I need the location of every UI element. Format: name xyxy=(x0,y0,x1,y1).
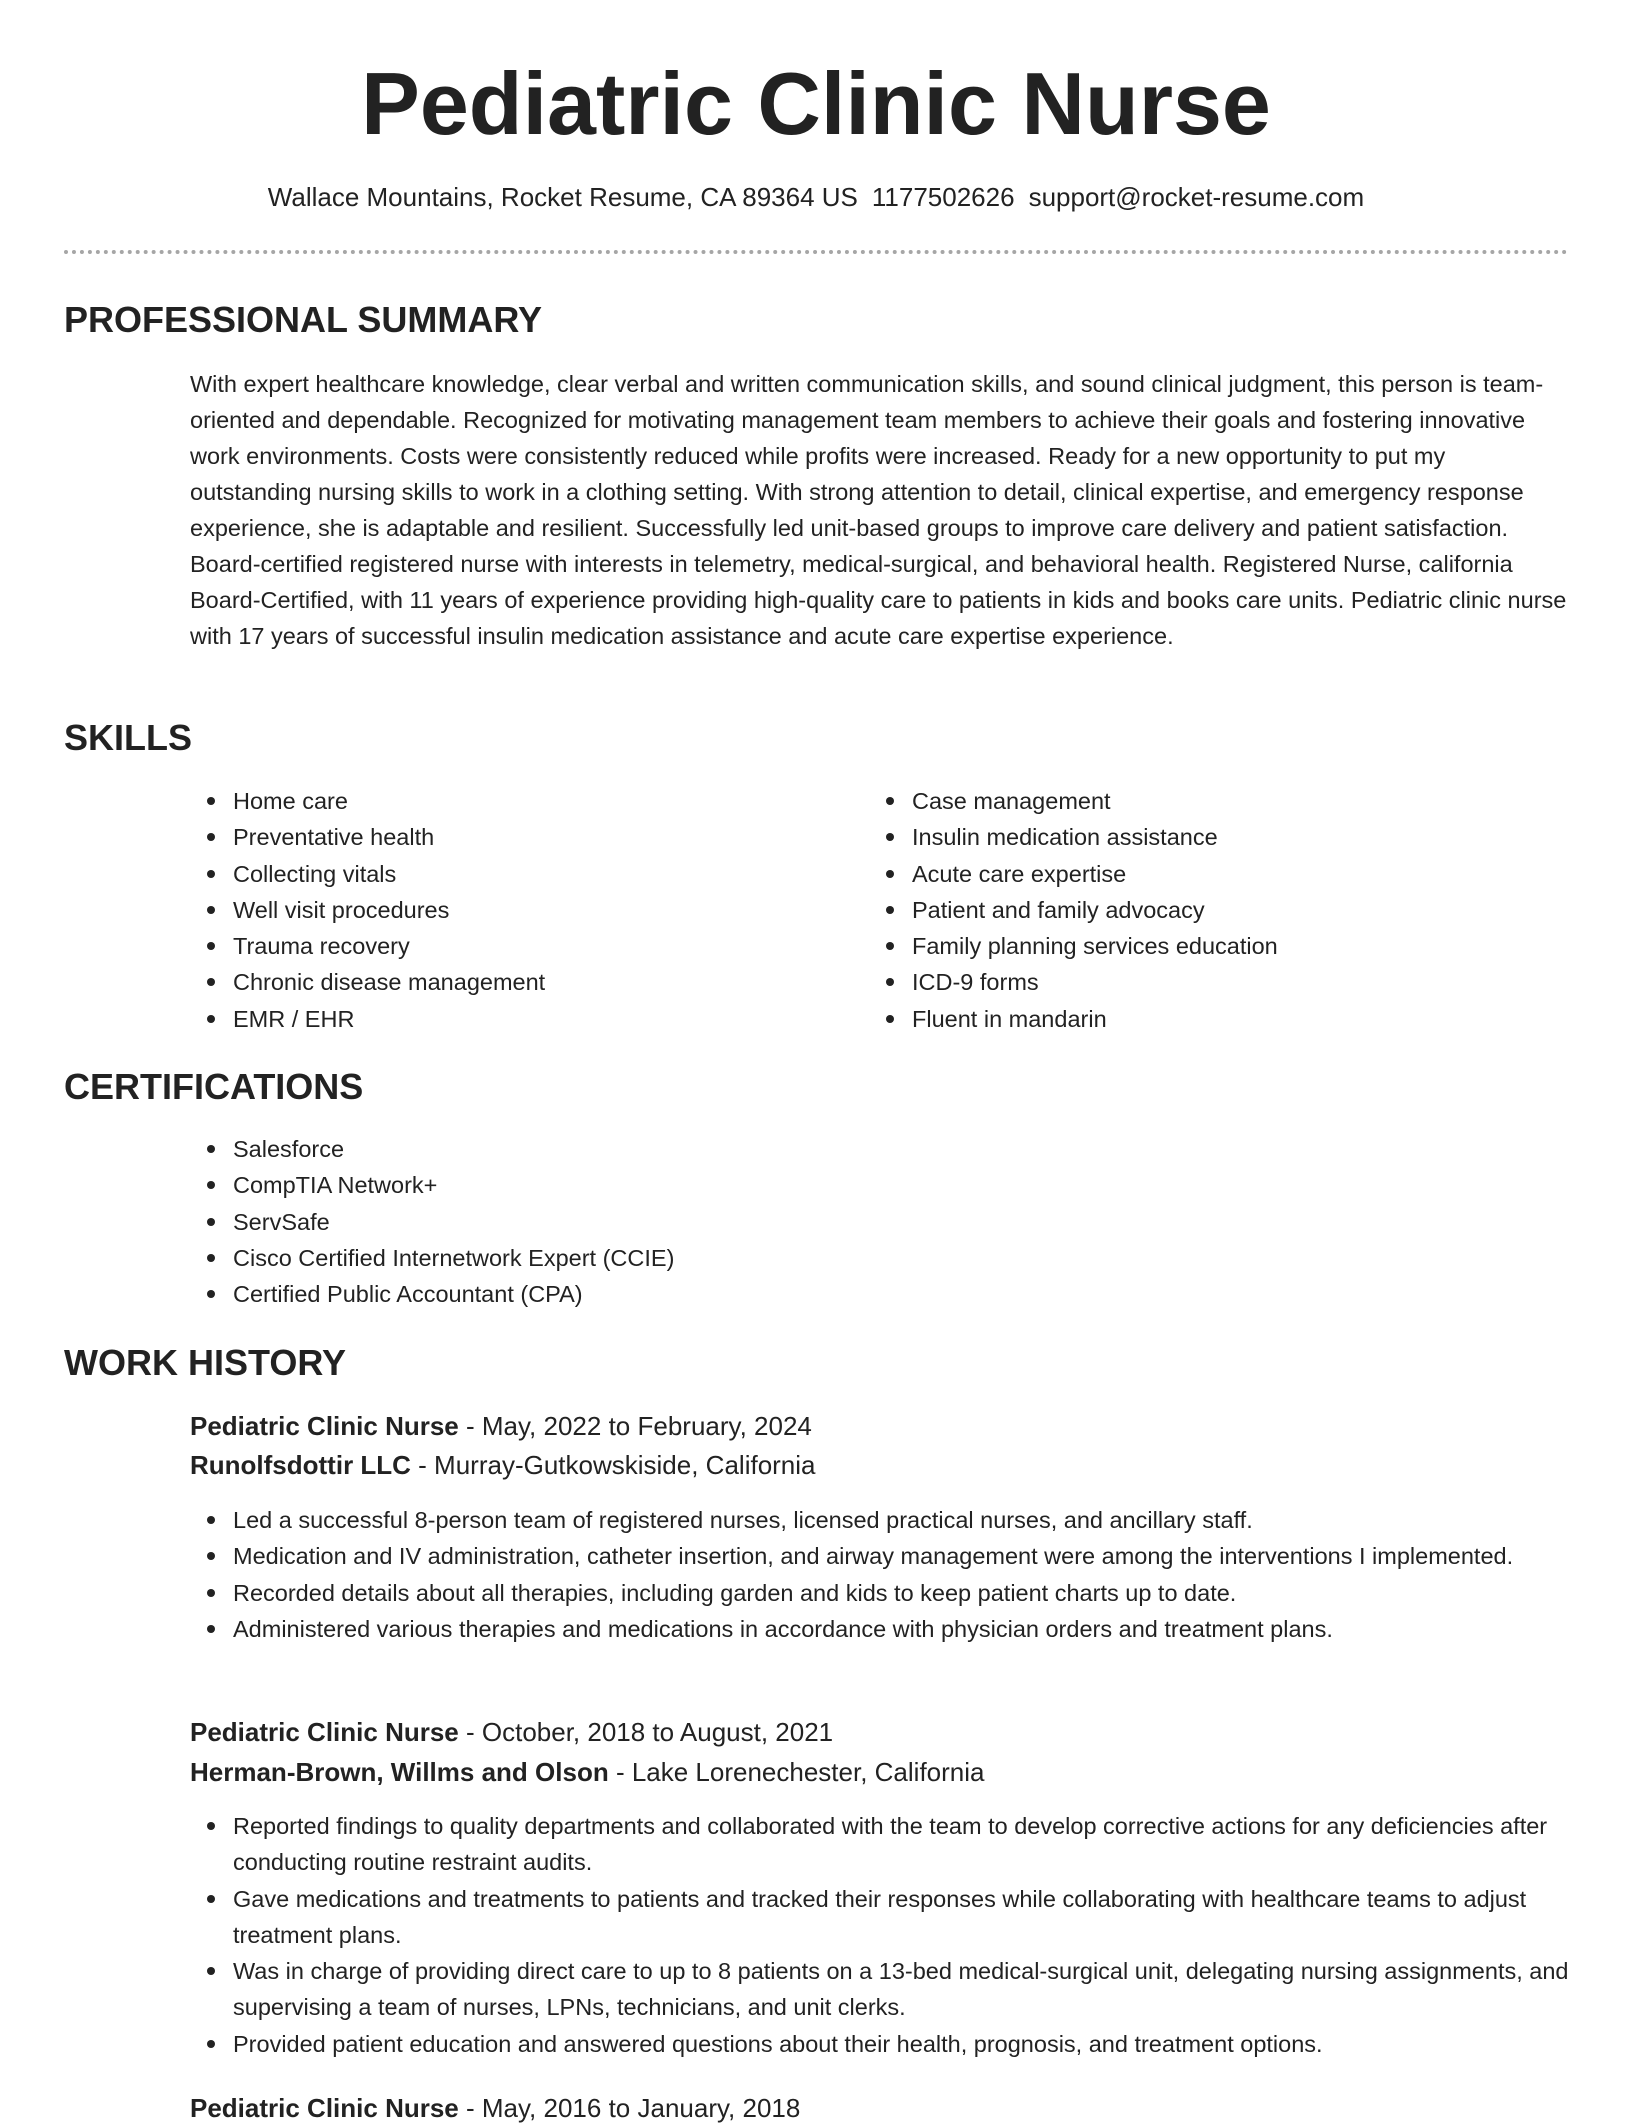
skills-list-right xyxy=(869,783,1562,1037)
skill-item: Trauma recovery xyxy=(233,928,833,964)
job-company-line xyxy=(190,1447,816,1483)
certification-item: ServSafe xyxy=(233,1204,1533,1240)
job-bullet: Medication and IV administration, catheter insertion, and airway management were among the interventions I implemented. xyxy=(233,1538,1613,1574)
job-bullets xyxy=(190,1808,1613,2062)
job-bullet: Led a successful 8-person team of registered nurses, licensed practical nurses, and ancillary staff. xyxy=(233,1502,1613,1538)
job-bullet: Was in charge of providing direct care to up to 8 patients on a 13-bed medical-surgical unit, delegating nursing assignments, and supervising a team of nurses, LPNs, technicians, and unit clerks. xyxy=(233,1953,1613,2026)
skill-item: Patient and family advocacy xyxy=(912,892,1562,928)
skills-list-left xyxy=(190,783,833,1037)
job-title-line xyxy=(190,1408,812,1444)
job-bullet: Reported findings to quality departments and collaborated with the team to develop corrective actions for any deficiencies after conducting routine restraint audits. xyxy=(233,1808,1613,1881)
skill-item: EMR / EHR xyxy=(233,1001,833,1037)
skill-item: Fluent in mandarin xyxy=(912,1001,1562,1037)
skill-item: ICD-9 forms xyxy=(912,964,1562,1000)
job-dates: - May, 2016 to January, 2018 xyxy=(458,2093,801,2123)
contact-phone: 1177502626 xyxy=(871,182,1015,212)
skill-item: Well visit procedures xyxy=(233,892,833,928)
job-title: Pediatric Clinic Nurse xyxy=(190,2093,459,2123)
skill-item: Collecting vitals xyxy=(233,856,833,892)
job-company-line xyxy=(190,1754,985,1790)
skill-item: Home care xyxy=(233,783,833,819)
certification-item: Cisco Certified Internetwork Expert (CCIE) xyxy=(233,1240,1533,1276)
work-history-heading: WORK HISTORY xyxy=(64,1342,347,1383)
job-title-line xyxy=(190,1714,833,1750)
certifications-list xyxy=(190,1131,1533,1312)
job-bullet: Recorded details about all therapies, including garden and kids to keep patient charts up to date. xyxy=(233,1575,1613,1611)
job-bullets xyxy=(190,1502,1613,1647)
contact-address: Wallace Mountains, Rocket Resume, CA 89364 US xyxy=(267,182,858,212)
header-divider xyxy=(64,250,1568,254)
job-location: - Murray-Gutkowskiside, California xyxy=(410,1450,816,1480)
certification-item: Certified Public Accountant (CPA) xyxy=(233,1276,1533,1312)
skill-item: Family planning services education xyxy=(912,928,1562,964)
skill-item: Case management xyxy=(912,783,1562,819)
job-bullet: Gave medications and treatments to patients and tracked their responses while collaborating with healthcare teams to adjust treatment plans. xyxy=(233,1881,1613,1954)
job-title-line xyxy=(190,2090,800,2126)
certification-item: Salesforce xyxy=(233,1131,1533,1167)
job-title: Pediatric Clinic Nurse xyxy=(190,1411,459,1441)
job-location: - Lake Lorenechester, California xyxy=(608,1757,985,1787)
skill-item: Preventative health xyxy=(233,819,833,855)
skill-item: Chronic disease management xyxy=(233,964,833,1000)
job-company: Runolfsdottir LLC xyxy=(190,1450,411,1480)
resume-name: Pediatric Clinic Nurse xyxy=(361,54,1271,153)
job-company: Herman-Brown, Willms and Olson xyxy=(190,1757,609,1787)
summary-heading: PROFESSIONAL SUMMARY xyxy=(64,299,543,340)
certifications-heading: CERTIFICATIONS xyxy=(64,1066,364,1107)
job-dates: - October, 2018 to August, 2021 xyxy=(458,1717,834,1747)
summary-text: With expert healthcare knowledge, clear verbal and written communication skills, and sound clinical judgment, this person is team-oriented and dependable. Recognized for motivating management team members to achieve their goals and fostering innovative work environments. Costs were consistently reduced while profits were increased. Ready for a new opportunity to put my outstanding nursing skills to work in a clothing setting. With strong attention to detail, clinical expertise, and emergency response experience, she is adaptable and resilient. Successfully led unit-based groups to improve care delivery and patient satisfaction. Board-certified registered nurse with interests in telemetry, medical-surgical, and behavioral health. Registered Nurse, california Board-Certified, with 11 years of experience providing high-quality care to patients in kids and books care units. Pediatric clinic nurse with 17 years of successful insulin medication assistance and acute care expertise experience. xyxy=(190,371,1567,649)
skills-heading: SKILLS xyxy=(64,717,193,758)
job-dates: - May, 2022 to February, 2024 xyxy=(458,1411,812,1441)
job-title: Pediatric Clinic Nurse xyxy=(190,1717,459,1747)
contact-line xyxy=(0,180,1632,214)
skill-item: Acute care expertise xyxy=(912,856,1562,892)
contact-email[interactable]: support@rocket-resume.com xyxy=(1028,182,1365,212)
skill-item: Insulin medication assistance xyxy=(912,819,1562,855)
certification-item: CompTIA Network+ xyxy=(233,1167,1533,1203)
job-bullet: Provided patient education and answered questions about their health, prognosis, and treatment options. xyxy=(233,2026,1613,2062)
job-bullet: Administered various therapies and medications in accordance with physician orders and treatment plans. xyxy=(233,1611,1613,1647)
